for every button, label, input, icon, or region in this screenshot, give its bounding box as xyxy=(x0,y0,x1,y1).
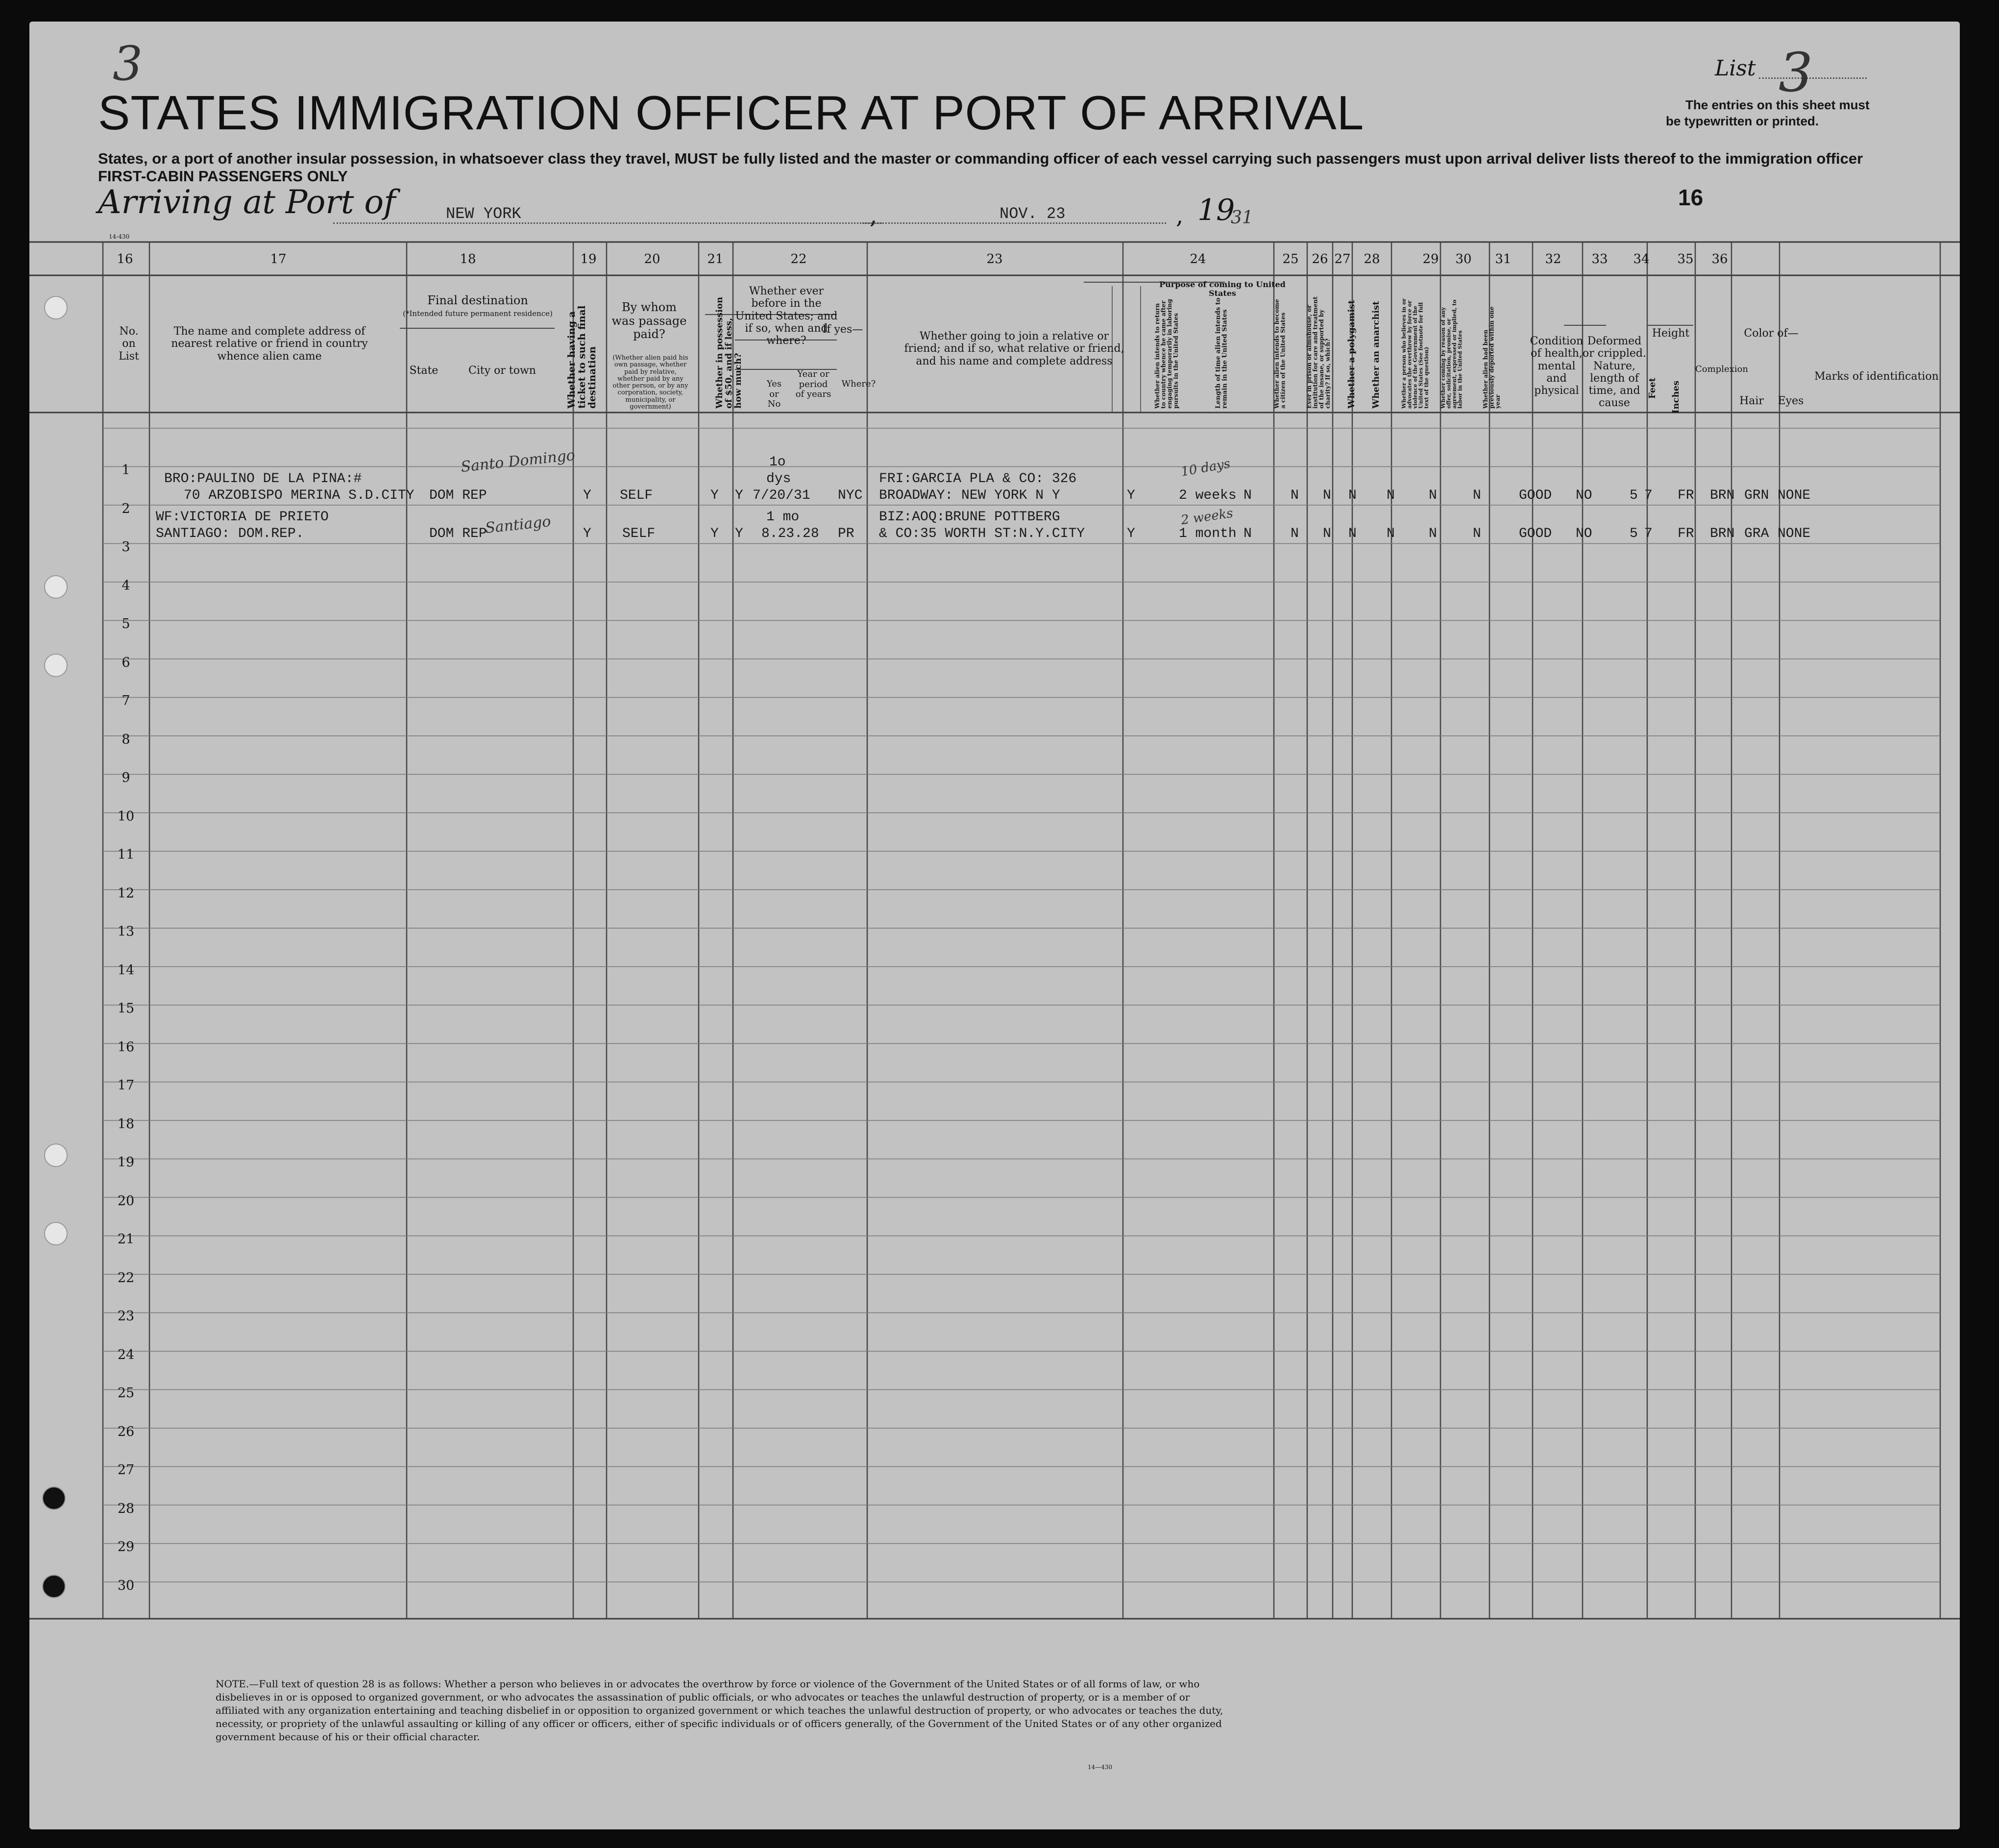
column-number: 24 xyxy=(1190,252,1206,267)
entry-2-polygamist: N xyxy=(1323,526,1331,541)
entry-2-inches: 7 xyxy=(1644,526,1653,541)
entry-1-q28: N xyxy=(1387,488,1395,503)
header-deported: Whether alien had been previously deported within one year xyxy=(1482,306,1502,409)
entry-1-money: Y xyxy=(710,488,719,503)
entry-2-join-line1: BIZ:AOQ:BRUNE POTTBERG xyxy=(879,510,1060,525)
header-anarchist: Whether an anarchist xyxy=(1371,301,1381,409)
row-number: 18 xyxy=(117,1116,135,1132)
header-final-destination-note: (*Intended future permanent residence) xyxy=(403,309,553,318)
column-number: 22 xyxy=(790,252,807,267)
year-prefix: 19 xyxy=(1197,193,1235,227)
port-value: NEW YORK xyxy=(446,205,521,223)
row-number: 30 xyxy=(117,1578,135,1593)
row-number: 22 xyxy=(117,1270,135,1286)
entry-2-anarchist: N xyxy=(1348,526,1357,541)
header-passage-paid: By whom was passage paid? xyxy=(611,300,687,341)
header-final-destination: Final destination xyxy=(427,293,528,307)
form-number-small: 14-430 xyxy=(109,233,130,240)
row-number: 4 xyxy=(122,578,130,593)
column-number: 23 xyxy=(986,252,1003,267)
entry-1-inches: 7 xyxy=(1644,488,1653,503)
column-number: 20 xyxy=(644,252,660,267)
row-number: 15 xyxy=(117,1001,135,1016)
form-title: STATES IMMIGRATION OFFICER AT PORT OF ARRIVAL xyxy=(98,86,1365,140)
column-number: 18 xyxy=(460,252,476,267)
entry-1-join-line2: BROADWAY: NEW YORK N Y xyxy=(879,488,1060,503)
row-number: 2 xyxy=(122,501,130,516)
class-line: FIRST-CABIN PASSENGERS ONLY xyxy=(98,168,348,185)
column-number: 17 xyxy=(270,252,287,267)
binder-hole xyxy=(42,1486,66,1510)
entry-1-prison: N xyxy=(1291,488,1299,503)
entry-2-complexion: FR xyxy=(1678,526,1694,541)
entry-1-deformed: NO xyxy=(1576,488,1592,503)
entry-1-eyes: GRN xyxy=(1744,488,1769,503)
row-number: 16 xyxy=(117,1039,135,1055)
row-number: 27 xyxy=(117,1462,135,1478)
entry-1-length: 2 weeks xyxy=(1179,488,1237,503)
binder-hole xyxy=(44,575,68,599)
header-hair: Hair xyxy=(1739,395,1764,407)
entry-1-marks: NONE xyxy=(1778,488,1811,503)
row-number: 29 xyxy=(117,1539,135,1555)
column-number: 19 xyxy=(580,252,597,267)
column-number: 25 xyxy=(1282,252,1299,267)
header-length-of-stay: Length of time alien intends to remain in the United States xyxy=(1215,297,1229,409)
row-number: 11 xyxy=(117,847,135,862)
header-passage-paid-note: (Whether alien paid his own passage, whether paid by relative, whether paid by any other person, or by any corporation, society, municipality, or government) xyxy=(612,354,688,411)
header-height: Height xyxy=(1652,327,1690,340)
column-number: 26 xyxy=(1312,252,1328,267)
header-purpose: Purpose of coming to United States xyxy=(1159,280,1286,298)
entry-2-return: Y xyxy=(1127,526,1135,541)
entry-1-period-line3: 7/20/31 xyxy=(753,488,810,503)
entry-2-citizen: N xyxy=(1243,526,1252,541)
entry-1-return: Y xyxy=(1127,488,1135,503)
entry-1-anarchist: N xyxy=(1348,488,1357,503)
column-number: 30 xyxy=(1455,252,1472,267)
entry-1-period-line2: dys xyxy=(766,471,791,486)
entry-1-ticket: Y xyxy=(583,488,591,503)
column-number: 32 xyxy=(1545,252,1561,267)
row-number: 5 xyxy=(122,616,130,632)
comma: , xyxy=(870,202,878,229)
binder-hole xyxy=(44,654,68,677)
entry-2-paid-by: SELF xyxy=(622,526,656,541)
header-ever-before: Whether ever before in the United States; and if so, when and where? xyxy=(735,285,838,347)
row-number: 25 xyxy=(117,1386,135,1401)
header-health: Condition of health, mental and physical xyxy=(1530,335,1584,397)
entry-1-state: DOM REP xyxy=(429,488,487,503)
entry-2-relative-line2: SANTIAGO: DOM.REP. xyxy=(156,526,304,541)
header-no-on-list: No. on List xyxy=(119,325,139,363)
entry-1-polygamist: N xyxy=(1323,488,1331,503)
row-number: 28 xyxy=(117,1501,135,1516)
header-intends-return: Whether alien intends to return to country whence he came after engaging temporarily in laboring pursuits in the United States xyxy=(1154,299,1179,409)
row-number: 10 xyxy=(117,808,135,824)
entry-2-city-handwritten: Santiago xyxy=(484,513,552,537)
page-number-handwritten: 3 xyxy=(113,36,143,91)
header-marks: Marks of identification xyxy=(1814,370,1939,383)
row-number: 9 xyxy=(122,770,130,785)
header-intends-citizen: Whether alien intends to become a citizen of the United States xyxy=(1273,299,1287,409)
manifest-sheet xyxy=(29,22,1960,1829)
column-number: 16 xyxy=(117,252,133,267)
header-if-yes: If yes— xyxy=(822,323,863,336)
entry-1-length-handwritten: 10 days xyxy=(1180,456,1232,480)
footnote-question-28: NOTE.—Full text of question 28 is as follows: Whether a person who believes in or advocates the overthrow by force or violence of the Government of the United States or of all forms of law, or who disbelieves in or is opposed to organized government, or who advocates the assassination of public officials, or who advocates or teaches the unlawful destruction of property, or is a member of or affiliated with any organization entertaining and teaching disbelief in or opposition to organized government or which teaches the unlawful destruction of property, or who advocates or teaches the duty, necessity, or propriety of the unlawful assaulting or killing of any officer or officers, either of specific individuals or of officers generally, of the Government of the United States or of any other organized government because of his or their official character. xyxy=(216,1678,1223,1743)
entry-1-city-handwritten: Santo Domingo xyxy=(460,446,576,476)
column-number: 28 xyxy=(1364,252,1380,267)
header-relative: The name and complete address of nearest relative or friend in country whence alien came xyxy=(171,325,368,363)
entry-2-length: 1 month xyxy=(1179,526,1237,541)
row-number: 1 xyxy=(122,462,130,478)
list-number-handwritten: 3 xyxy=(1779,41,1813,104)
entry-1-feet: 5 xyxy=(1630,488,1638,503)
instruction-line: States, or a port of another insular possession, in whatsoever class they travel, MUST be fully listed and the master or commanding officer of each vessel carrying such passengers must upon arrival deliver lists thereof to the immigration officer xyxy=(98,150,1863,167)
header-color-of: Color of— xyxy=(1744,327,1799,340)
entry-1-join-line1: FRI:GARCIA PLA & CO: 326 xyxy=(879,471,1077,486)
header-prison: Ever in prison or almshouse, or institution for care and treatment of the insane, or supported by charity? If so, which? xyxy=(1306,296,1331,409)
entry-1-hair: BRN xyxy=(1710,488,1735,503)
entry-2-deformed: NO xyxy=(1576,526,1592,541)
row-number: 13 xyxy=(117,924,135,939)
header-ticket: Whether having a ticket to such final destination xyxy=(565,305,598,409)
entry-1-relative-line1: BRO:PAULINO DE LA PINA:# xyxy=(164,471,362,486)
row-number: 19 xyxy=(117,1155,135,1170)
row-number: 20 xyxy=(117,1193,135,1209)
entry-1-before-yes-no: Y xyxy=(735,488,743,503)
header-yes-no: Yes or No xyxy=(766,379,782,410)
header-city: City or town xyxy=(468,365,536,377)
header-join-relative: Whether going to join a relative or friend; and if so, what relative or friend, and his name and complete address xyxy=(904,330,1124,367)
row-number: 24 xyxy=(117,1347,135,1362)
entry-2-eyes: GRA xyxy=(1744,526,1769,541)
entry-2-join-line2: & CO:35 WORTH ST:N.Y.CITY xyxy=(879,526,1085,541)
row-number: 23 xyxy=(117,1309,135,1324)
year-handwritten: 31 xyxy=(1231,208,1253,228)
entry-2-hair: BRN xyxy=(1710,526,1735,541)
header-state: State xyxy=(409,365,439,377)
row-number: 26 xyxy=(117,1424,135,1439)
entry-2-relative-line1: WF:VICTORIA DE PRIETO xyxy=(156,510,329,525)
header-question-28: Whether a person who believes in or advocates the overthrow by force or violence of the Government of the United States (See footnote for full text of the question) xyxy=(1401,298,1430,409)
row-number: 7 xyxy=(122,693,130,708)
header-question-29: Whether coming by reason of any offer, solicitation, promise, or agreement, expressed or implied, to labor in the United States xyxy=(1440,299,1463,409)
binder-hole xyxy=(44,1222,68,1245)
binder-hole xyxy=(42,1575,66,1598)
header-money: Whether in possession of $50, and if less, how much? xyxy=(714,296,743,409)
sheet-number: 16 xyxy=(1678,185,1704,210)
column-number: 21 xyxy=(707,252,724,267)
entry-1-citizen: N xyxy=(1243,488,1252,503)
entry-2-marks: NONE xyxy=(1778,526,1811,541)
entry-1-period-line1: 1o xyxy=(769,455,786,470)
column-number: 31 xyxy=(1495,252,1511,267)
entry-1-paid-by: SELF xyxy=(620,488,653,503)
entry-2-length-handwritten: 2 weeks xyxy=(1180,506,1234,528)
entry-1-q30: N xyxy=(1473,488,1481,503)
header-where: Where? xyxy=(841,379,876,389)
entry-2-before-yes-no: Y xyxy=(735,526,743,541)
column-number: 36 xyxy=(1711,252,1728,267)
row-number: 8 xyxy=(122,731,130,747)
binder-hole xyxy=(44,1143,68,1167)
entry-1-q29: N xyxy=(1429,488,1437,503)
column-number: 27 xyxy=(1334,252,1351,267)
list-underline xyxy=(1759,77,1867,79)
header-eyes: Eyes xyxy=(1778,395,1804,407)
column-number: 33 xyxy=(1591,252,1608,267)
entry-2-where: PR xyxy=(838,526,854,541)
entry-2-q28: N xyxy=(1387,526,1395,541)
date-value: NOV. 23 xyxy=(1000,205,1066,223)
entries-note-line2: be typewritten or printed. xyxy=(1666,114,1819,128)
header-year-period: Year or period of years xyxy=(795,369,831,400)
entry-2-ticket: Y xyxy=(583,526,591,541)
entry-2-feet: 5 xyxy=(1630,526,1638,541)
column-number: 34 xyxy=(1633,252,1650,267)
footnote-form-number: 14—430 xyxy=(1088,1764,1113,1771)
column-number: 35 xyxy=(1677,252,1694,267)
entry-1-where: NYC xyxy=(838,488,863,503)
entry-2-state: DOM REP xyxy=(429,526,487,541)
entry-2-period-line1: 1 mo xyxy=(766,510,800,525)
row-number: 17 xyxy=(117,1078,135,1093)
column-number: 29 xyxy=(1422,252,1439,267)
header-feet: Feet xyxy=(1647,377,1658,399)
header-inches: Inches xyxy=(1671,380,1681,413)
comma: , xyxy=(1176,202,1184,229)
entry-2-period-line2: 8.23.28 xyxy=(761,526,819,541)
binder-hole xyxy=(44,296,68,319)
entry-2-money: Y xyxy=(710,526,719,541)
row-number: 12 xyxy=(117,885,135,901)
list-label: List xyxy=(1715,56,1756,81)
entry-1-health: GOOD xyxy=(1519,488,1552,503)
entries-note-line1: The entries on this sheet must xyxy=(1685,97,1870,112)
port-underline xyxy=(333,222,882,224)
entry-1-complexion: FR xyxy=(1678,488,1694,503)
row-number: 14 xyxy=(117,962,135,978)
header-deformed: Deformed or crippled. Nature, length of time, and cause xyxy=(1583,335,1646,410)
ruled-grid xyxy=(29,22,1960,1829)
entry-2-prison: N xyxy=(1291,526,1299,541)
entry-2-q30: N xyxy=(1473,526,1481,541)
arriving-label: Arriving at Port of xyxy=(98,183,396,221)
row-number: 6 xyxy=(122,655,130,670)
header-polygamist: Whether a polygamist xyxy=(1346,300,1357,409)
entry-2-health: GOOD xyxy=(1519,526,1552,541)
row-number: 3 xyxy=(122,539,130,555)
entry-2-q29: N xyxy=(1429,526,1437,541)
entry-1-relative-line2: 70 ARZOBISPO MERINA S.D.CITY xyxy=(184,488,414,503)
row-number: 21 xyxy=(117,1232,135,1247)
header-complexion: Complexion xyxy=(1695,364,1748,374)
